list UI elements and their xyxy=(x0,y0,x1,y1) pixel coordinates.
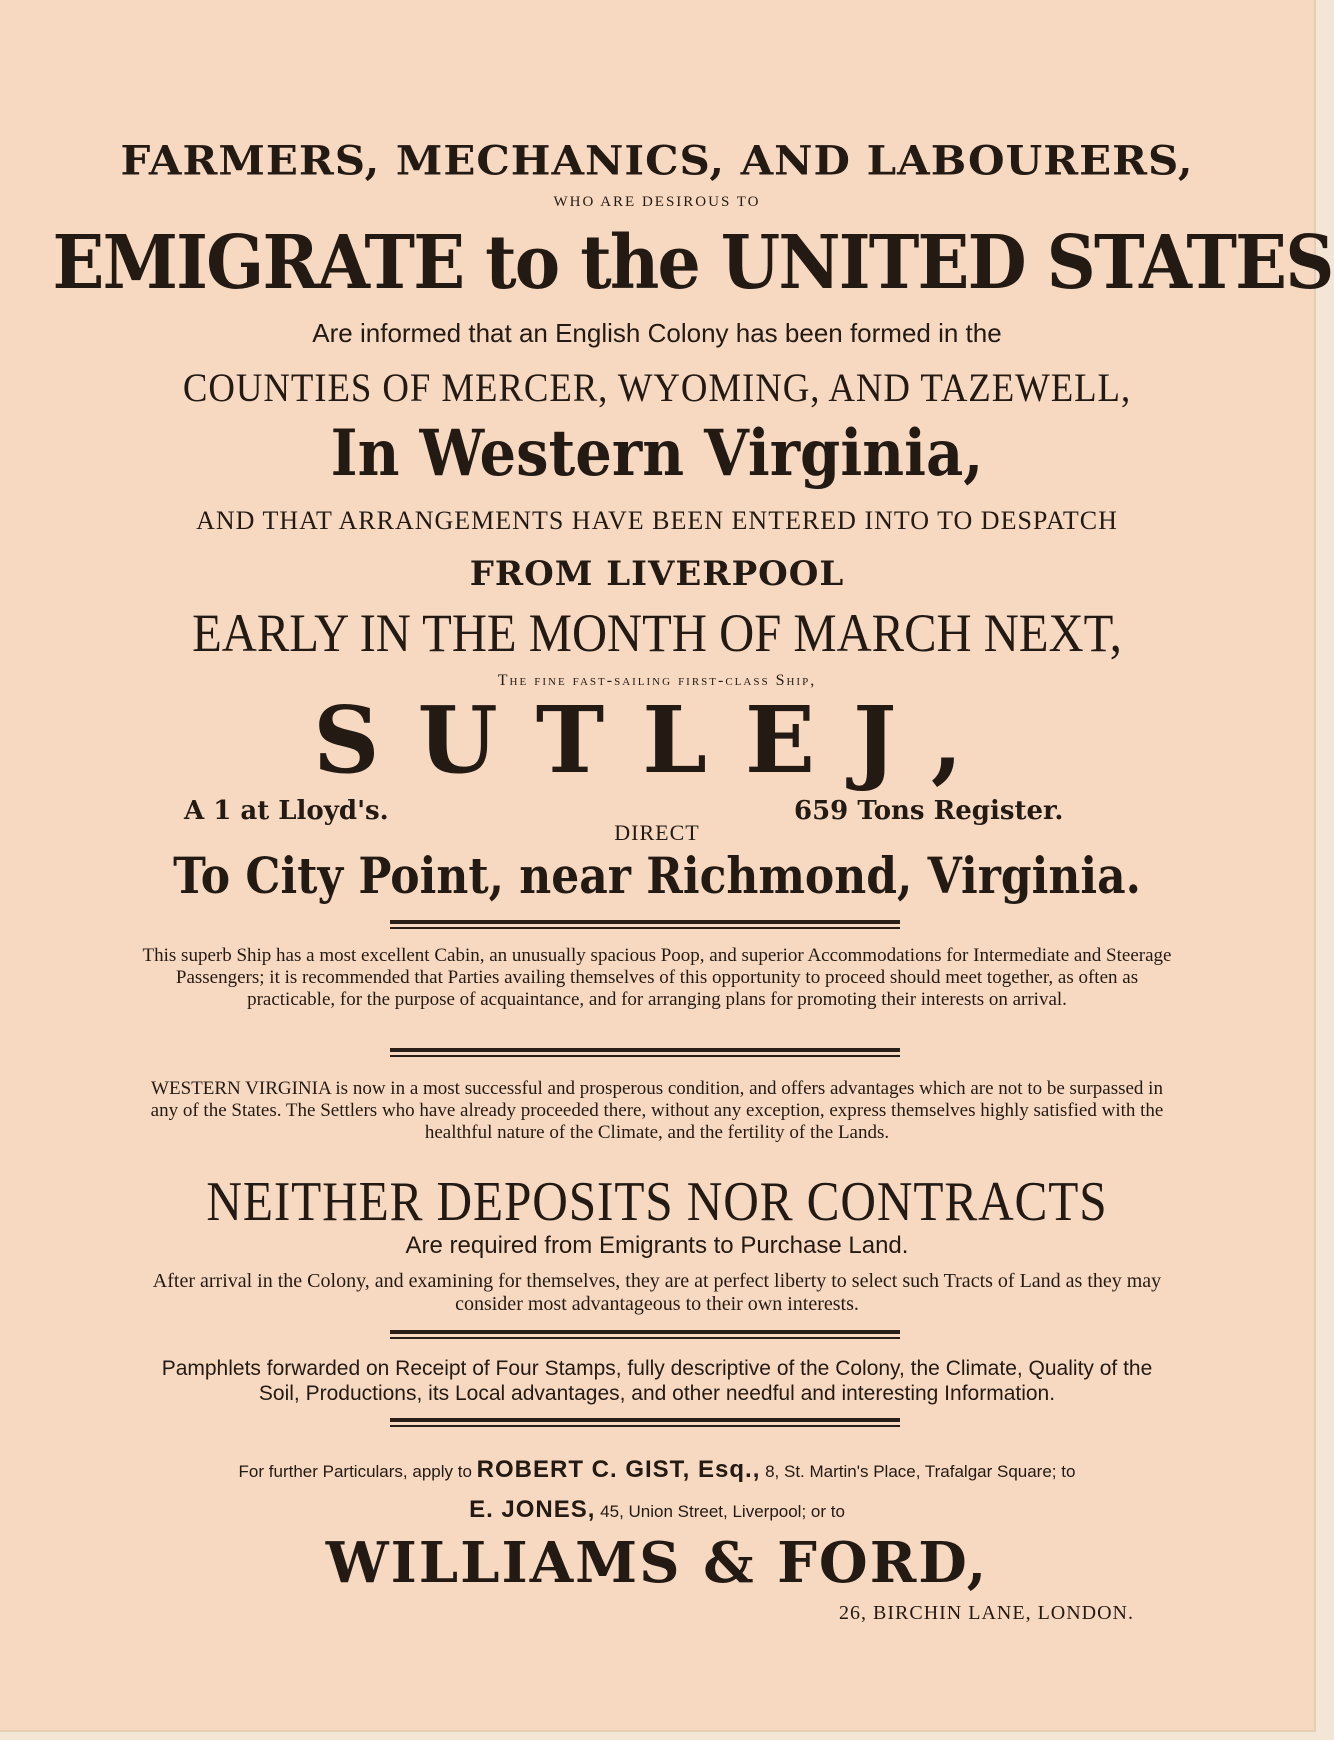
further-particulars-line xyxy=(0,1456,1314,1484)
divider-rule xyxy=(390,920,900,929)
arrival-paragraph: After arrival in the Colony, and examining for themselves, they are at perfect liberty to select such Tracts of Land as they may consider most advantageous to their own interests. xyxy=(152,1270,1162,1315)
headline-emigrate: EMIGRATE to the UNITED STATES xyxy=(52,220,1333,306)
agent-gist-address: 8, St. Martin's Place, Trafalgar Square; to xyxy=(765,1462,1076,1481)
headline-audience: FARMERS, MECHANICS, AND LABOURERS, xyxy=(120,137,1194,184)
agent-jones-address: 45, Union Street, Liverpool; or to xyxy=(600,1502,845,1521)
from-liverpool-heading: FROM LIVERPOOL xyxy=(469,554,845,594)
divider-rule xyxy=(390,1418,900,1427)
agent-jones-name: E. JONES, xyxy=(469,1496,596,1523)
further-prefix: For further Particulars, apply to xyxy=(238,1462,472,1481)
early-march-heading: EARLY IN THE MONTH OF MARCH NEXT, xyxy=(192,603,1122,663)
agents-heading: WILLIAMS & FORD, xyxy=(325,1530,989,1596)
informed-line: Are informed that an English Colony has been formed in the xyxy=(312,318,1002,348)
lloyds-rating: A 1 at Lloyd's. xyxy=(184,796,389,826)
jones-line xyxy=(0,1496,1314,1524)
subheading-desirous: WHO ARE DESIROUS TO xyxy=(553,194,761,210)
fine-ship-line: The fine fast-sailing first-class Ship, xyxy=(497,672,817,689)
pamphlets-paragraph: Pamphlets forwarded on Receipt of Four Stamps, fully descriptive of the Colony, the Climate, Quality of the Soil, Productions, its Local advantages, and other needful and interesting Information. xyxy=(161,1357,1153,1405)
direct-label: DIRECT xyxy=(614,820,700,845)
agents-address: 26, BIRCHIN LANE, LONDON. xyxy=(839,1602,1134,1624)
western-virginia-paragraph: WESTERN VIRGINIA is now in a most successful and prosperous condition, and offers advantages which are not to be surpassed in any of the States. The Settlers who have already proceeded there, without any exception, express themselves highly satisfied with the healthful nature of the Climate, and the fertility of the Lands. xyxy=(150,1078,1164,1143)
required-line: Are required from Emigrants to Purchase Land. xyxy=(405,1232,909,1259)
agent-gist-name: ROBERT C. GIST, Esq., xyxy=(476,1456,761,1483)
destination-heading: To City Point, near Richmond, Virginia. xyxy=(173,846,1141,905)
western-virginia-heading: In Western Virginia, xyxy=(330,416,984,491)
neither-deposits-heading: NEITHER DEPOSITS NOR CONTRACTS xyxy=(206,1171,1108,1233)
ship-name-heading: SUTLEJ, xyxy=(313,686,1001,794)
divider-rule xyxy=(390,1048,900,1057)
arrangements-line: AND THAT ARRANGEMENTS HAVE BEEN ENTERED INTO TO DESPATCH xyxy=(196,506,1118,535)
counties-line: COUNTIES OF MERCER, WYOMING, AND TAZEWELL, xyxy=(182,365,1132,410)
divider-rule xyxy=(390,1330,900,1339)
tons-register: 659 Tons Register. xyxy=(794,796,1064,826)
ship-description-paragraph: This superb Ship has a most excellent Cabin, an unusually spacious Poop, and superior Accommodations for Intermediate and Steerage Passengers; it is recommended that Parties availing themselves of this opportunity to proceed should meet together, as often as practicable, for the purpose of acquaintance, and for arranging plans for promoting their interests on arrival. xyxy=(142,945,1172,1010)
